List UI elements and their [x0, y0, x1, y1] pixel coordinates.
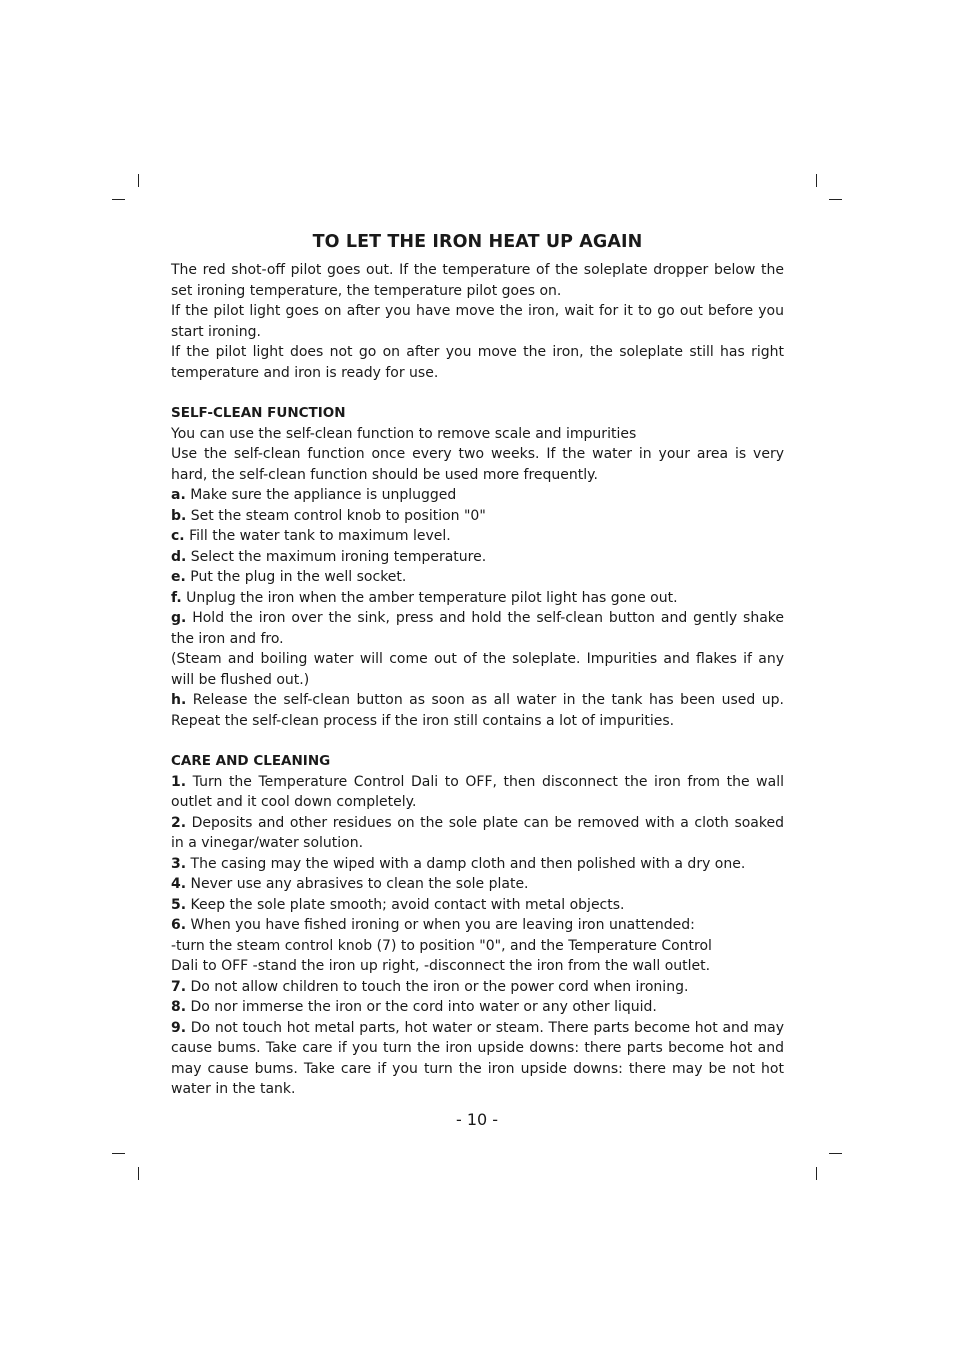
care-item-6-line-2: -turn the steam control knob (7) to position "0", and the Temperature Control	[171, 937, 712, 954]
care-item-7	[171, 977, 784, 998]
care-item-4	[171, 874, 784, 895]
self-clean-step-c	[171, 526, 784, 547]
step-label: e.	[171, 569, 186, 585]
page-content	[171, 230, 784, 1100]
item-label: 6.	[171, 917, 187, 933]
step-text: Unplug the iron when the amber temperature pilot light has gone out.	[181, 589, 678, 606]
item-text: Do not allow children to touch the iron or the power cord when ironing.	[186, 978, 689, 995]
crop-mark-top-left-horizontal	[112, 199, 125, 200]
step-label: d.	[171, 548, 187, 565]
item-text: Keep the sole plate smooth; avoid contact with metal objects.	[186, 896, 625, 913]
self-clean-note: (Steam and boiling water will come out of the soleplate. Impurities and flakes if any will be flushed out.)	[171, 651, 784, 688]
care-item-9	[171, 1018, 784, 1100]
step-text: Make sure the appliance is unplugged	[185, 487, 457, 503]
step-text: Select the maximum ironing temperature.	[186, 548, 487, 565]
crop-mark-bottom-left-horizontal	[112, 1153, 125, 1154]
intro-paragraph-2: If the pilot light goes on after you have move the iron, wait for it to go out before you start ironing.	[171, 303, 784, 340]
step-text: Release the self-clean button as soon as all water in the tank has been used up. Repeat the self-clean process if the iron still contains a lot of impurities.	[171, 692, 784, 729]
care-item-6	[171, 915, 784, 936]
step-text: Hold the iron over the sink, press and hold the self-clean button and gently shake the iron and fro.	[171, 610, 784, 647]
care-heading: CARE AND CLEANING	[171, 753, 331, 769]
step-text: Set the steam control knob to position "0"	[186, 507, 486, 524]
item-text: When you have fished ironing or when you are leaving iron unattended:	[186, 917, 695, 933]
care-item-1	[171, 772, 784, 813]
item-text: Deposits and other residues on the sole plate can be removed with a cloth soaked in a vinegar/water solution.	[171, 814, 784, 851]
item-label: 2.	[171, 814, 187, 831]
self-clean-line-1: You can use the self-clean function to remove scale and impurities	[171, 425, 637, 442]
step-label: c.	[171, 528, 185, 544]
self-clean-step-d	[171, 547, 784, 568]
step-label: a.	[171, 487, 186, 503]
self-clean-step-e	[171, 567, 784, 588]
intro-paragraph-1: The red shot-off pilot goes out. If the temperature of the soleplate dropper below the set ironing temperature, the temperature pilot goes on.	[171, 262, 784, 299]
crop-mark-bottom-right-vertical	[816, 1167, 817, 1180]
crop-mark-top-right-vertical	[816, 174, 817, 187]
care-item-5	[171, 895, 784, 916]
item-text: Do not touch hot metal parts, hot water or steam. There parts become hot and may cause bums. Take care if you turn the iron upside downs: there parts become hot and may cause bums. Take care if you turn the iron upside downs: there may be not hot water in the tank.	[171, 1019, 784, 1097]
self-clean-step-a	[171, 485, 784, 506]
crop-mark-top-right-horizontal	[829, 199, 842, 200]
item-label: 4.	[171, 876, 187, 892]
step-label: f.	[171, 589, 182, 606]
item-label: 7.	[171, 978, 187, 995]
care-item-3	[171, 854, 784, 875]
self-clean-step-h	[171, 690, 784, 731]
page-title: TO LET THE IRON HEAT UP AGAIN	[312, 232, 643, 252]
step-text: Fill the water tank to maximum level.	[184, 528, 451, 544]
crop-mark-bottom-left-vertical	[138, 1167, 139, 1180]
step-text: Put the plug in the well socket.	[185, 569, 407, 585]
care-item-6-line-3: Dali to OFF -stand the iron up right, -disconnect the iron from the wall outlet.	[171, 958, 711, 974]
item-label: 8.	[171, 999, 187, 1015]
crop-mark-bottom-right-horizontal	[829, 1153, 842, 1154]
self-clean-line-2: Use the self-clean function once every two weeks. If the water in your area is very hard, the self-clean function should be used more frequently.	[171, 446, 784, 483]
care-item-8	[171, 997, 784, 1018]
item-text: Never use any abrasives to clean the sole plate.	[186, 876, 529, 892]
step-label: g.	[171, 610, 187, 626]
care-item-2	[171, 813, 784, 854]
step-label: h.	[171, 692, 187, 708]
self-clean-step-b	[171, 506, 784, 527]
page-number: - 10 -	[455, 1110, 499, 1129]
step-label: b.	[171, 507, 187, 524]
self-clean-step-g	[171, 608, 784, 649]
item-text: The casing may the wiped with a damp cloth and then polished with a dry one.	[186, 855, 746, 872]
item-label: 3.	[171, 855, 187, 872]
intro-paragraph-3: If the pilot light does not go on after you move the iron, the soleplate still has right temperature and iron is ready for use.	[171, 344, 784, 381]
item-label: 5.	[171, 896, 187, 913]
crop-mark-top-left-vertical	[138, 174, 139, 187]
item-label: 1.	[171, 773, 187, 790]
item-text: Turn the Temperature Control Dali to OFF, then disconnect the iron from the wall outlet and it cool down completely.	[171, 773, 784, 810]
self-clean-heading: SELF-CLEAN FUNCTION	[171, 405, 346, 421]
self-clean-step-f	[171, 588, 784, 609]
item-label: 9.	[171, 1019, 187, 1036]
item-text: Do nor immerse the iron or the cord into water or any other liquid.	[186, 999, 657, 1015]
